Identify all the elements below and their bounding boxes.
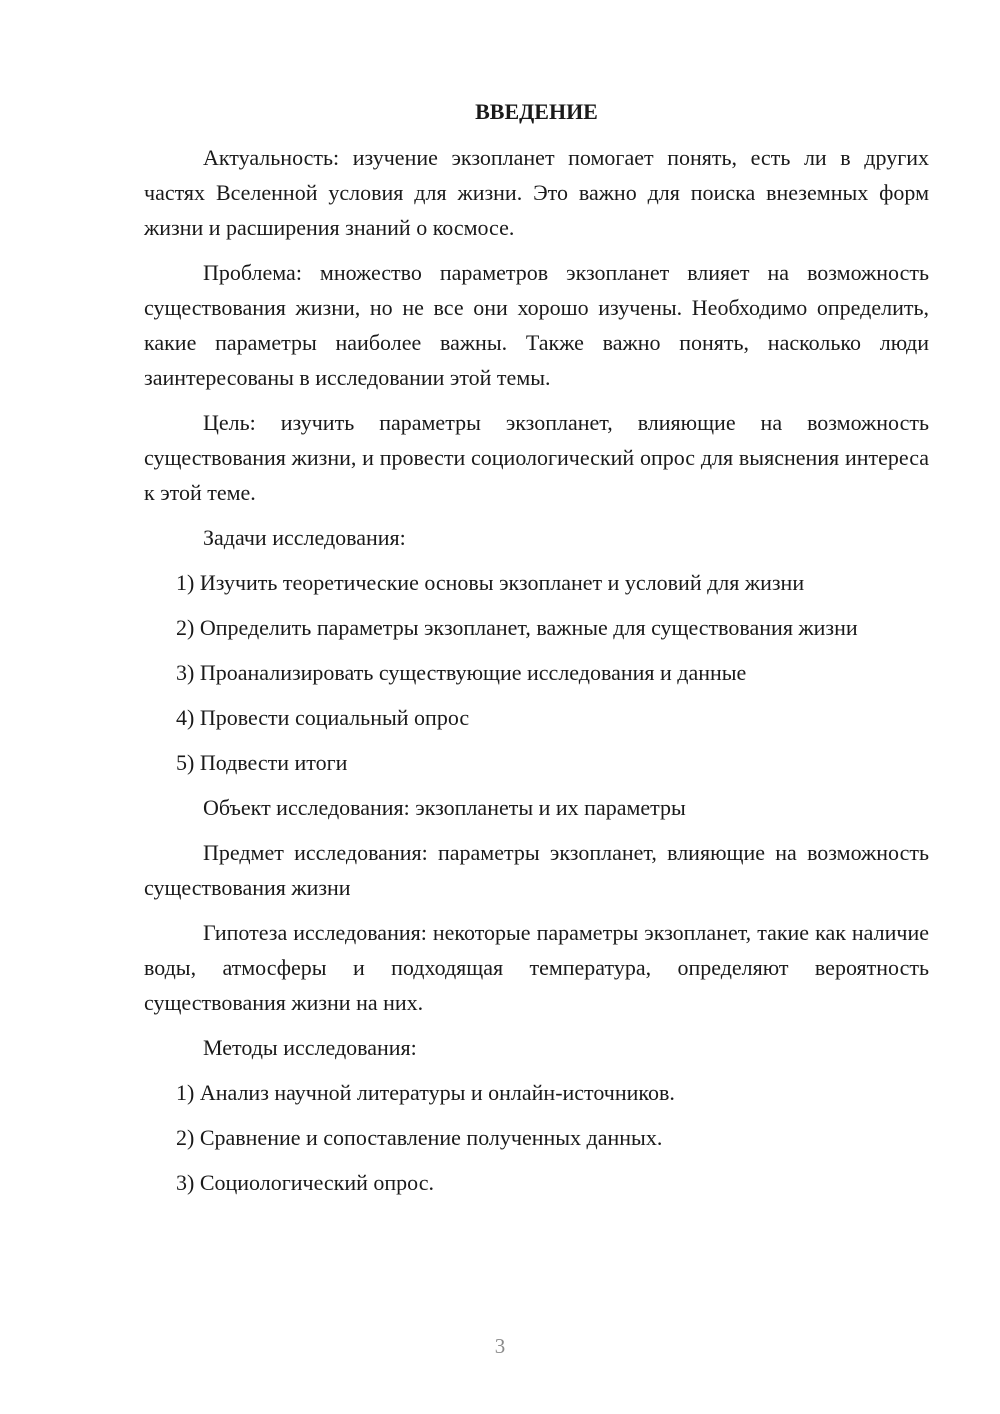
paragraph-problem: Проблема: множество параметров экзопланет влияет на возможность существования жизни, но не все они хорошо изучены. Необходимо определить, какие параметры наиболее важны. Также важно понять, насколько люди заинтересованы в исследовании этой темы. [144, 260, 929, 390]
paragraph-methods-intro: Методы исследования: [203, 1035, 417, 1060]
paragraph-relevance: Актуальность: изучение экзопланет помогает понять, есть ли в других частях Вселенной условия для жизни. Это важно для поиска внеземных форм жизни и расширения знаний о космосе. [144, 145, 929, 240]
method-item-1: 1) Анализ научной литературы и онлайн-источников. [176, 1080, 675, 1105]
task-item-1: 1) Изучить теоретические основы экзопланет и условий для жизни [176, 570, 805, 595]
paragraph-hypothesis: Гипотеза исследования: некоторые параметры экзопланет, такие как наличие воды, атмосферы и подходящая температура, определяют вероятность существования жизни на них. [144, 920, 929, 1015]
method-item-3: 3) Социологический опрос. [176, 1170, 434, 1195]
paragraph-subject: Предмет исследования: параметры экзопланет, влияющие на возможность существования жизни [144, 840, 929, 900]
task-item-2: 2) Определить параметры экзопланет, важные для существования жизни [176, 615, 858, 640]
section-heading: ВВЕДЕНИЕ [475, 99, 598, 124]
method-item-2: 2) Сравнение и сопоставление полученных данных. [176, 1125, 663, 1150]
paragraph-goal: Цель: изучить параметры экзопланет, влияющие на возможность существования жизни, и провести социологический опрос для выяснения интереса к этой теме. [144, 410, 929, 505]
page-number: 3 [494, 1334, 506, 1358]
paragraph-tasks-intro: Задачи исследования: [203, 525, 406, 550]
paragraph-object: Объект исследования: экзопланеты и их параметры [203, 795, 686, 820]
page-content [144, 95, 929, 1210]
task-item-3: 3) Проанализировать существующие исследования и данные [176, 660, 747, 685]
task-item-4: 4) Провести социальный опрос [176, 705, 470, 730]
task-item-5: 5) Подвести итоги [176, 750, 348, 775]
